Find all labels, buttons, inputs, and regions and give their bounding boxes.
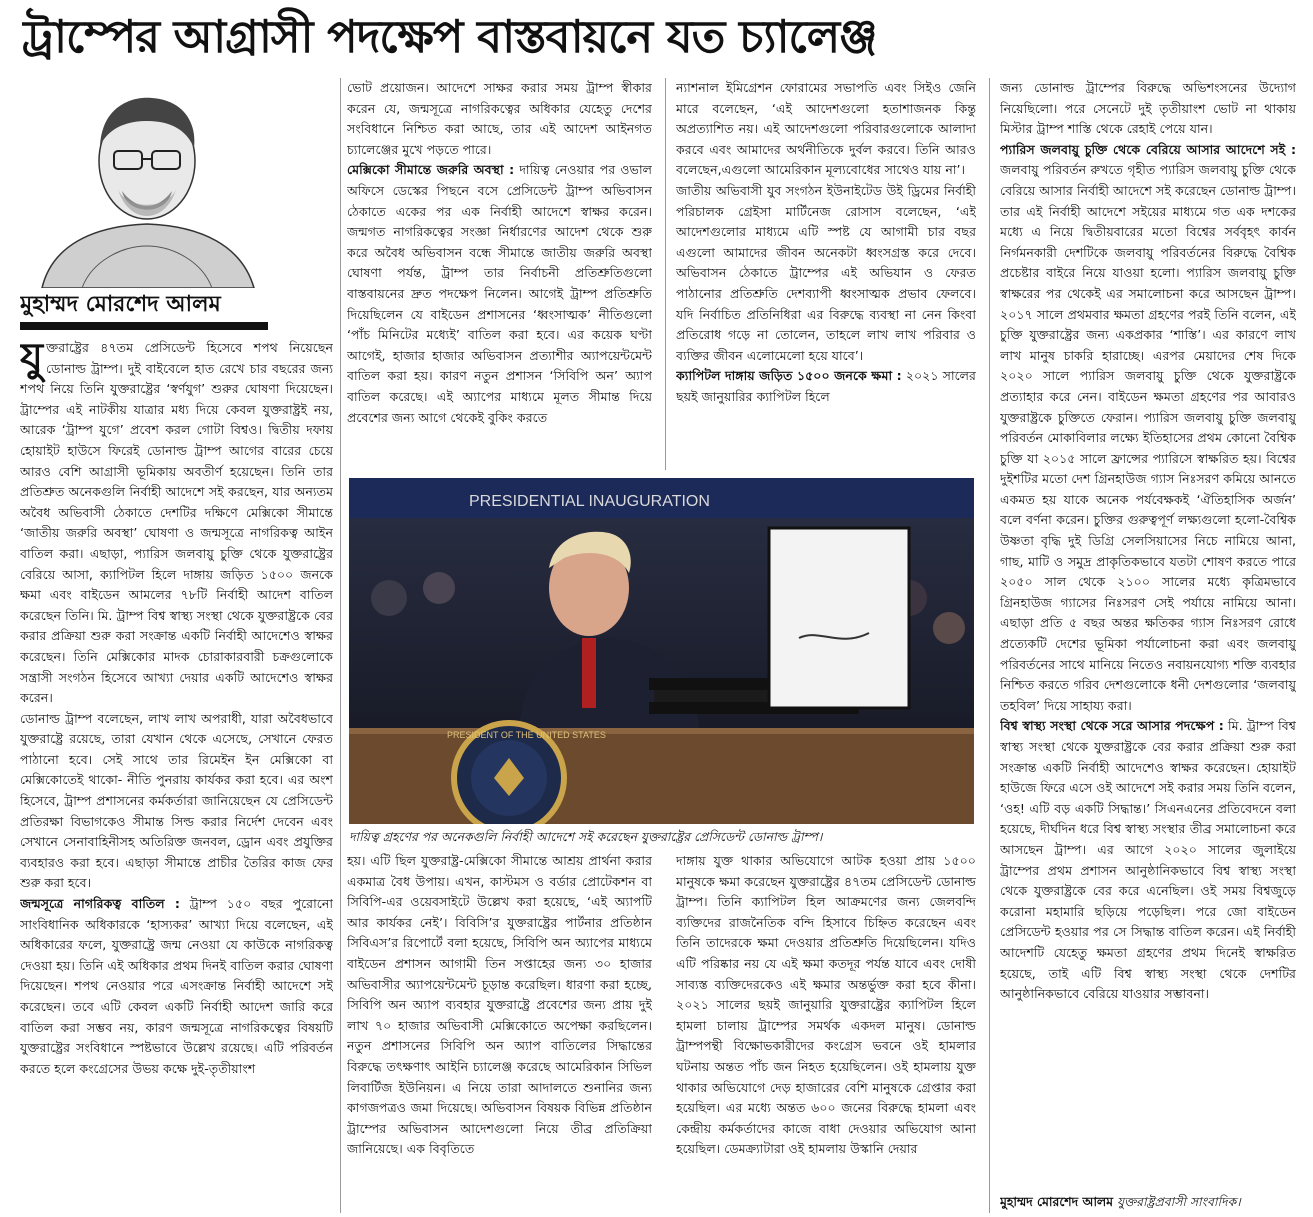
paragraph (676, 366, 976, 407)
paragraph-text: মি. ট্রাম্প বিশ্ব স্বাস্থ্য সংস্থা থেকে যুক্তরাষ্ট্রকে বের করার প্রক্রিয়া শুরু করা সংক্রান্ত একটি নির্বাহী আদেশেও স্বাক্ষর করেছেন। হোয়াইট হাউজে ফিরে এসে ওই আদেশে সই করার সময় তিনি বলেন, ‘ওহ! এটি বড় একটি সিদ্ধান্ত।’ সিএনএনের প্রতিবেদনে বলা হয়েছে, দীর্ঘদিন ধরে বিশ্ব স্বাস্থ্য সংস্থার তীব্র সমালোচনা করে আসছেন ট্রাম্প। এর আগে ২০২০ সালের জুলাইয়ে ট্রাম্পের প্রথম প্রশাসন আনুষ্ঠানিকভাবে বিশ্ব স্বাস্থ্য সংস্থা থেকে যুক্তরাষ্ট্রকে বের করে এনেছিল। ওই সময় বিশ্বজুড়ে করোনা মহামারি ছড়িয়ে পড়েছিল। পরে জো বাইডেন প্রেসিডেন্ট হওয়ার পর সে সিদ্ধান্ত বাতিল করেন। এই নির্বাহী আদেশটি যেহেতু ক্ষমতা গ্রহণের প্রথম দিনেই স্বাক্ষরিত হয়েছে, তাই এটি বিশ্ব স্বাস্থ্য সংস্থা থেকে দেশটির আনুষ্ঠানিকভাবে বেরিয়ে যাওয়ার সম্ভাবনা। (1000, 718, 1296, 1002)
subheading: ক্যাপিটল দাঙ্গায় জড়িত ১৫০০ জনকে ক্ষমা : (676, 368, 902, 384)
column-divider (340, 78, 341, 1213)
paragraph (347, 160, 652, 428)
news-photo (349, 478, 974, 824)
headline: ট্রাম্পের আগ্রাসী পদক্ষেপ বাস্তবায়নে যত চ্যালেঞ্জ (22, 10, 877, 63)
column-2 (347, 78, 652, 470)
paragraph: ভোট প্রয়োজন। আদেশে সাক্ষর করার সময় ট্রাম্প স্বীকার করেন যে, জন্মসূত্রে নাগরিকত্বের অধিকার যেহেতু দেশের সংবিধানে নিশ্চিত করা আছে, তার এই আদেশ আইনগত চ্যালেঞ্জের মুখে পড়তে পারে। (347, 80, 652, 157)
paragraph-text: ২০২১ সালের ছয়ই জানুয়ারির ক্যাপিটল হিলে (676, 368, 976, 404)
author-portrait (22, 76, 272, 288)
subheading: প্যারিস জলবায়ু চুক্তি থেকে বেরিয়ে আসার আদেশে সই : (1000, 141, 1296, 157)
paragraph: হয়। এটি ছিল যুক্তরাষ্ট্র-মেক্সিকো সীমান্তে আশ্রয় প্রার্থনা করার একমাত্র বৈধ উপায়। এখন, কাস্টমস ও বর্ডার প্রোটেকশন বা সিবিপি-এর ওয়েবসাইটে উল্লেখ করা হয়েছে, ‘এই অ্যাপটি আর কার্যকর নেই’। বিবিসি’র যুক্তরাষ্ট্রের পার্টনার প্রতিষ্ঠান সিবিএস’র রিপোর্টে বলা হয়েছে, সিবিপি অন অ্যাপের মাধ্যমে বাইডেন প্রশাসন আগামী তিন সপ্তাহের জন্য ৩০ হাজার অভিবাসীর অ্যাপয়েন্টমেন্ট চূড়ান্ত করেছিল। ধারণা করা হচ্ছে, সিবিপি অন অ্যাপ ব্যবহার যুক্তরাষ্ট্রে প্রবেশের জন্য প্রায় দুই লাখ ৭০ হাজার অভিবাসী মেক্সিকোতে অপেক্ষা করছিলেন। নতুন প্রশাসনের সিবিপি অন অ্যাপ বাতিলের সিদ্ধান্তের বিরুদ্ধে তৎক্ষণাৎ আইনি চ্যালেঞ্জ করেছে আমেরিকান সিভিল লিবার্টিজ ইউনিয়ন। এ নিয়ে তারা আদালতে শুনানির জন্য কাগজপত্রও জমা দিয়েছে। অভিবাসন বিষয়ক বিভিন্ন প্রতিষ্ঠান ট্রাম্পের অভিবাসন আদেশগুলো নিয়ে তীব্র প্রতিক্রিয়া জানিয়েছে। এক বিবৃতিতে (347, 853, 652, 1157)
byline: মুহাম্মদ মোরশেদ আলম (20, 291, 221, 317)
intro-text: ক্তরাষ্ট্রের ৪৭তম প্রেসিডেন্ট হিসেবে শপথ নিয়েছেন ডোনাল্ড ট্রাম্প। দুই বাইবেলে হাত রেখে চার বছরের জন্য শপথ নিয়ে তিনি যুক্তরাষ্ট্রের ‘স্বর্ণযুগ’ শুরুর ঘোষণা দিয়েছেন। ট্রাম্পের এই নাটকীয় যাত্রার মধ্য দিয়ে কেবল যুক্তরাষ্ট্রই নয়, আরেক ‘ট্রাম্প যুগে’ প্রবেশ করল গোটা বিশ্বও। দ্বিতীয় দফায় হোয়াইট হাউসে ফিরেই ডোনাল্ড ট্রাম্প আগের বারের চেয়ে আরও বেশি আগ্রাসী ভূমিকায় অবতীর্ণ হয়েছেন। তিনি তার প্রতিশ্রুত অনেকগুলি নির্বাহী আদেশে সই করছেন, যার অন্যতম অবৈধ অভিবাসী ঠেকাতে দেশটির দক্ষিণে মেক্সিকো সীমান্তে ‘জাতীয় জরুরি অবস্থা’ ঘোষণা ও জন্মসূত্রে নাগরিকত্ব আইন বাতিল করা। এছাড়া, প্যারিস জলবায়ু চুক্তি থেকে যুক্তরাষ্ট্রের বেরিয়ে আসা, ক্যাপিটল হিলে দাঙ্গায় জড়িত ১৫০০ জনকে ক্ষমা এবং বাইডেন আমলের ৭৮টি নির্বাহী আদেশ বাতিল করেছেন তিনি। মি. ট্রাম্প বিশ্ব স্বাস্থ্য সংস্থা থেকে যুক্তরাষ্ট্রকে বের করার প্রক্রিয়া শুরু করা সংক্রান্ত একটি নির্বাহী আদেশেও স্বাক্ষর করেছেন। তিনি মেক্সিকোর মাদক চোরাকারবারী চক্রগুলোকে সন্ত্রাসী সংগঠন হিসেবে আখ্যা দেয়ার একটি আদেশেও স্বাক্ষর করেন। (20, 340, 333, 706)
column-divider (665, 78, 666, 470)
subheading: জন্মসূত্রে নাগরিকত্ব বাতিল : (20, 896, 180, 912)
subheading: বিশ্ব স্বাস্থ্য সংস্থা থেকে সরে আসার পদক্ষেপ : (1000, 718, 1224, 734)
paragraph-text: দায়িত্ব নেওয়ার পর ওভাল অফিসে ডেস্কের পিছনে বসে প্রেসিডেন্ট ট্রাম্প অভিবাসন ঠেকাতে একের পর এক নির্বাহী আদেশে স্বাক্ষর করেন। জন্মগত নাগরিকত্বের সংজ্ঞা নির্ধারণের আদেশ থেকে শুরু করে অবৈধ অভিবাসন বন্ধে সীমান্তে জাতীয় জরুরি অবস্থা ঘোষণা পর্যন্ত, ট্রাম্প তার নির্বাচনী প্রতিশ্রুতিগুলো বাস্তবায়নের দ্রুত পদক্ষেপ নিলেন। আগেই ট্রাম্প প্রতিশ্রুতি দিয়েছিলেন যে বাইডেন প্রশাসনের ‘ধ্বংসাত্মক’ নীতিগুলো ‘পাঁচ মিনিটের মধ্যেই’ বাতিল করা হবে। এর কয়েক ঘণ্টা আগেই, হাজার হাজার অভিবাসন প্রত্যাশীর অ্যাপয়েন্টমেন্ট বাতিল করা হয়। কারণ নতুন প্রশাসন ‘সিবিপি অন’ অ্যাপ বাতিল করেছে। এই অ্যাপের মাধ্যমে মূলত সীমান্ত দিয়ে প্রবেশের জন্য আগে থেকেই বুকিং করতে (347, 162, 652, 425)
byline-rule (20, 322, 268, 330)
paragraph-text: জলবায়ু পরিবর্তন রুখতে গৃহীত প্যারিস জলবায়ু চুক্তি থেকে বেরিয়ে আসার নির্বাহী আদেশে সই করেছেন ডোনাল্ড ট্রাম্প। তার এই নির্বাহী আদেশে সইয়ের মাধ্যমে গত এক দশকের মধ্যে এ নিয়ে দ্বিতীয়বারের মতো বিশ্বের সর্ববৃহৎ কার্বন নির্গমনকারী দেশটিকে জলবায়ু পরিবর্তনের বিরুদ্ধে বৈশ্বিক প্রচেষ্টার বাইরে নিয়ে যাওয়া হলো। প্যারিস জলবায়ু চুক্তি স্বাক্ষরের পর থেকেই এর সমালোচনা করে আসছেন ট্রাম্প। ২০১৭ সালে প্রথমবার ক্ষমতা গ্রহণের পরই তিনি বলেন, এই চুক্তি যুক্তরাষ্ট্রের জন্য একপ্রকার ‘শাস্তি’। এর কারণে লাখ লাখ মানুষ চাকরি হারাচ্ছে। এরপর মেয়াদের শেষ দিকে ২০২০ সালে প্যারিস জলবায়ু চুক্তি থেকে যুক্তরাষ্ট্রকে প্রত্যাহার করে নেন। বাইডেন ক্ষমতা গ্রহণের পর আবারও যুক্তরাষ্ট্রকে চুক্তিতে ফেরান। প্যারিস জলবায়ু চুক্তি জলবায়ু পরিবর্তন মোকাবিলার লক্ষ্যে ইতিহাসের প্রথম কোনো বৈশ্বিক চুক্তি যা ২০১৫ সালে ফ্রান্সের প্যারিসে স্বাক্ষরিত হয়। বিশ্বের দুইশটির মতো দেশ গ্রিনহাউজ গ্যাস নিঃসরণ কমিয়ে আনতে একমত হয় যাকে অনেক পর্যবেক্ষকই ‘ঐতিহাসিক অর্জন’ বলে বর্ণনা করেন। চুক্তির গুরুত্বপূর্ণ লক্ষ্যগুলো হলো-বৈশ্বিক উষ্ণতা বৃদ্ধি দুই ডিগ্রি সেলসিয়াসের নিচে নামিয়ে আনা, গাছ, মাটি ও সমুদ্র প্রাকৃতিকভাবে যতটা শোষণ করতে পারে ২০৫০ সাল থেকে ২১০০ সালের মধ্যে কৃত্রিমভাবে গ্রিনহাউজ গ্যাসের নিঃসরণ সেই পর্যায়ে নামিয়ে আনা। এছাড়া প্রতি ৫ বছর অন্তর ক্ষতিকর গ্যাস নিঃসরণ রোধে প্রত্যেকটি দেশের ভূমিকা পর্যালোচনা করা এবং জলবায়ু পরিবর্তনের সাথে মানিয়ে নিতেও নবায়নযোগ্য শক্তি ব্যবহার নিশ্চিত করতে গরিব দেশগুলোকে ধনী দেশগুলোর ‘জলবায়ু তহবিল’ দিয়ে সাহায্য করা। (1000, 162, 1296, 713)
seal-text: PRESIDENT OF THE UNITED STATES (447, 730, 606, 740)
column-3-continued (676, 851, 976, 1213)
intro-paragraph (20, 338, 333, 709)
subheading: মেক্সিকো সীমান্তে জরুরি অবস্থা : (347, 162, 515, 178)
credit-author: মুহাম্মদ মোরশেদ আলম (1000, 1194, 1114, 1209)
dropcap: যু (20, 338, 44, 381)
paragraph: জন্য ডোনাল্ড ট্রাম্পের বিরুদ্ধে অভিশংসনের উদ্যোগ নিয়েছিলো। পরে সেনেটে দুই তৃতীয়াংশ ভোট না থাকায় মিস্টার ট্রাম্প শাস্তি থেকে রেহাই পেয়ে যান। (1000, 80, 1296, 137)
column-4 (1000, 78, 1296, 1188)
paragraph (20, 894, 333, 1079)
photo-caption: দায়িত্ব গ্রহণের পর অনেকগুলি নির্বাহী আদেশে সই করেছেন যুক্তরাষ্ট্রের প্রেসিডেন্ট ডোনাল্ড ট্রাম্প। (349, 829, 823, 844)
author-credit (1000, 1192, 1300, 1212)
column-3 (676, 78, 976, 470)
paragraph: জাতীয় অভিবাসী যুব সংগঠন ইউনাইটেড উই ড্রিমের নির্বাহী পরিচালক গ্রেইসা মার্টিনেজ রোসাস বলেছেন, ‘এই আদেশগুলোর মাধ্যমে এটি স্পষ্ট যে আগামী চার বছর এগুলো আমাদের জীবন অনেকটা ধ্বংসগ্রস্ত করে দেবে। অভিবাসন ঠেকাতে ট্রাম্পের এই অভিযান ও ফেরত পাঠানোর প্রতিশ্রুতি দেশব্যাপী ধ্বংসাত্মক প্রভাব ফেলবে। যদি নির্বাচিত প্রতিনিধিরা এর বিরুদ্ধে ব্যবস্থা না নেন কিংবা প্রতিরোধ গড়ে না তোলেন, তাহলে লাখ লাখ পরিবার ও ব্যক্তির জীবন এলোমেলো হয়ে যাবে’। (676, 182, 976, 363)
paragraph (1000, 140, 1296, 717)
column-2-continued (347, 851, 652, 1213)
paragraph: ন্যাশনাল ইমিগ্রেশন ফোরামের সভাপতি এবং সিইও জেনি মারে বলেছেন, ‘এই আদেশগুলো হতাশাজনক কিন্তু অপ্রত্যাশিত নয়। এই আদেশগুলো পরিবারগুলোকে আলাদা করবে এবং আমাদের অর্থনীতিকে দুর্বল করবে। তিনি আরও বলেছেন,এগুলো আমেরিকান মূল্যবোধের সাথেও যায় না’। (676, 80, 976, 178)
credit-role: যুক্তরাষ্ট্রপ্রবাসী সাংবাদিক। (1116, 1194, 1241, 1209)
column-1 (20, 338, 333, 1213)
column-divider (989, 78, 990, 1213)
paragraph (1000, 716, 1296, 1004)
paragraph: দাঙ্গায় যুক্ত থাকার অভিযোগে আটক হওয়া প্রায় ১৫০০ মানুষকে ক্ষমা করেছেন যুক্তরাষ্ট্রের ৪৭তম প্রেসিডেন্ট ডোনাল্ড ট্রাম্প। তিনি ক্যাপিটল হিল আক্রমণের জন্য জেলবন্দি ব্যক্তিদের রাজনৈতিক বন্দি হিসাবে চিহ্নিত করেছেন এবং তিনি তাদেরকে ক্ষমা দেওয়ার প্রতিশ্রুতি দিয়েছিলেন। যদিও এটি পরিষ্কার নয় যে এই ক্ষমা কতদূর পর্যন্ত যাবে এবং দোষী সাব্যস্ত ব্যক্তিদেরকেও এই ক্ষমার অন্তর্ভুক্ত করা হবে কীনা। ২০২১ সালের ছয়ই জানুয়ারি যুক্তরাষ্ট্রের ক্যাপিটল হিলে হামলা চালায় ট্রাম্পের সমর্থক একদল মানুষ। ডোনাল্ড ট্রাম্পপন্থী বিক্ষোভকারীদের কংগ্রেস ভবনে ওই হামলার ঘটনায় অন্তত পাঁচ জন নিহত হয়েছিলেন। ওই হামলায় যুক্ত থাকার অভিযোগে দেড় হাজারের বেশি মানুষকে গ্রেপ্তার করা হয়েছিল। এর মধ্যে অন্তত ৬০০ জনের বিরুদ্ধে হামলা এবং কেন্দ্রীয় কর্মকর্তাদের কাজে বাধা দেওয়ার অভিযোগ আনা হয়েছিল। ডেমক্র্যাটারা ওই হামলায় উস্কানি দেয়ার (676, 853, 976, 1157)
banner-text: PRESIDENTIAL INAUGURATION (469, 493, 710, 510)
paragraph: ডোনাল্ড ট্রাম্প বলেছেন, লাখ লাখ অপরাধী, যারা অবৈধভাবে যুক্তরাষ্ট্রে রয়েছে, তারা যেখান থেকে এসেছে, সেখানে ফেরত পাঠানো হবে। সেই সাথে তার রিমেইন ইন মেক্সিকো বা মেক্সিকোতেই থাকো- নীতি পুনরায় কার্যকর করা হবে। এর অংশ হিসেবে, ট্রাম্প প্রশাসনের কর্মকর্তারা জানিয়েছেন যে প্রেসিডেন্ট প্রতিরক্ষা বিভাগকেও সীমান্ত সিল্ড করার নির্দেশ দেবেন এবং সেখানে সেনাবাহিনীসহ অতিরিক্ত জনবল, ড্রোন এবং প্রযুক্তির ব্যবহারও করা হবে। এছাড়া সীমান্তে প্রাচীর তৈরির কাজ ফের শুরু করা হবে। (20, 710, 333, 891)
paragraph-text: ট্রাম্প ১৫০ বছর পুরোনো সাংবিধানিক অধিকারকে ‘হাস্যকর’ আখ্যা দিয়ে বলেছেন, এই অধিকারের ফলে, যুক্তরাষ্ট্রে জন্ম নেওয়া যে কাউকে নাগরিকত্ব দেওয়া হয়। তিনি এই অধিকার প্রথম দিনই বাতিল করার ঘোষণা দিয়েছেন। শপথ নেওয়ার পরে এসংক্রান্ত নির্বাহী আদেশে সই করেছেন। তবে এটি কেবল একটি নির্বাহী আদেশ জারি করে বাতিল করা সম্ভব নয়, কারণ জন্মসূত্রে নাগরিকত্বের বিষয়টি যুক্তরাষ্ট্রের সংবিধানে স্পষ্টভাবে উল্লেখ রয়েছে। এটি পরিবর্তন করতে হলে কংগ্রেসের উভয় কক্ষে দুই-তৃতীয়াংশ (20, 896, 333, 1076)
